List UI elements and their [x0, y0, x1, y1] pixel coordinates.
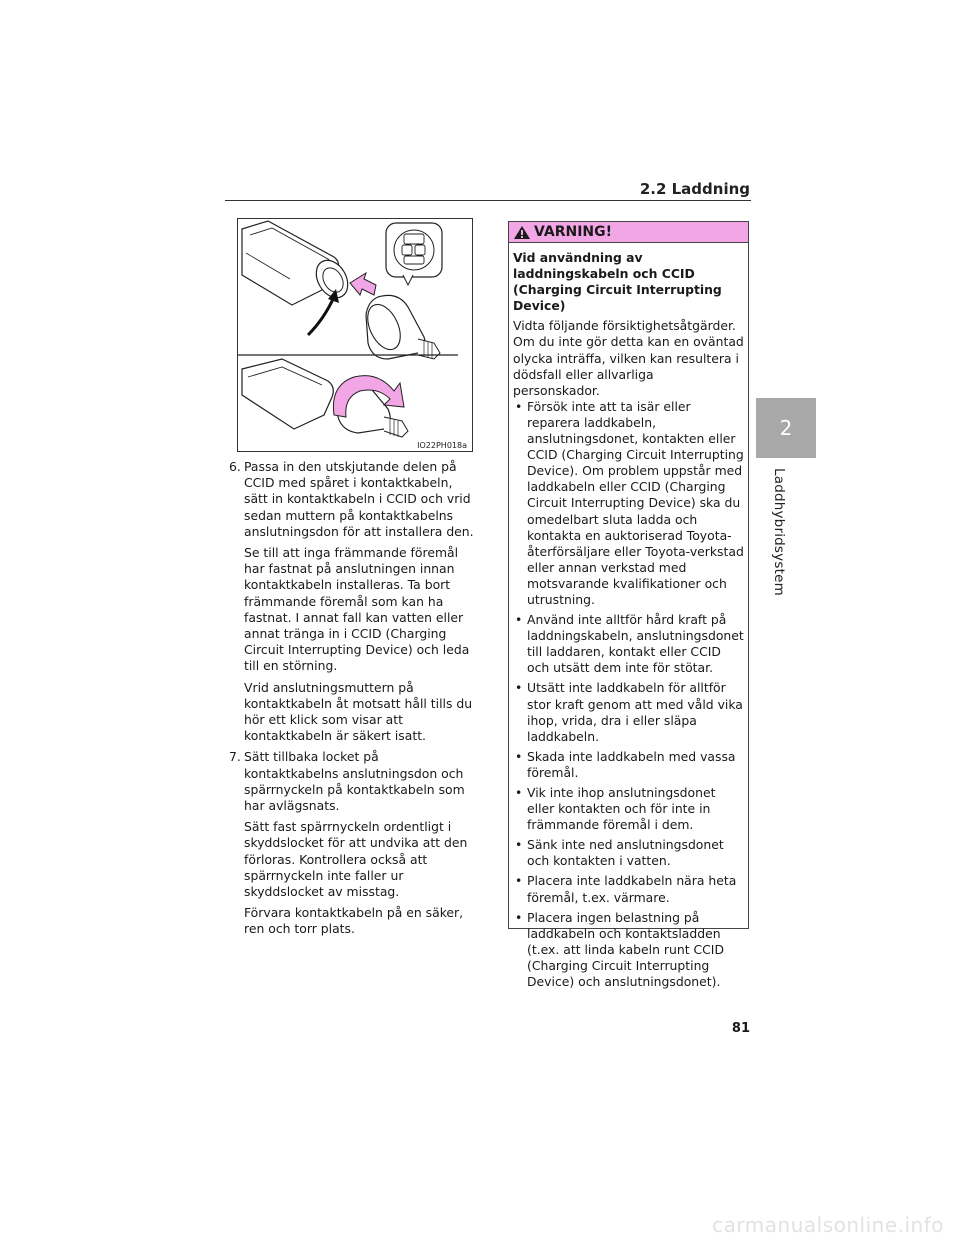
chapter-label: Laddhybridsystem — [771, 468, 787, 596]
step-6 — [229, 459, 474, 744]
list-item: • Vik inte ihop anslutningsdonet eller kontakten och för inte in främmande föremål i dem. — [513, 785, 744, 833]
list-item: • Utsätt inte laddkabeln för alltför stor kraft genom att med våld vika ihop, vrida, dra i eller släpa laddkabeln. — [513, 680, 744, 744]
list-item: • Sänk inte ned anslutningsdonet och kontakten i vatten. — [513, 837, 744, 869]
chapter-tab: 2 — [756, 398, 816, 458]
watermark: carmanualsonline.info — [712, 1213, 944, 1237]
connector-drawing — [238, 219, 472, 451]
warning-body — [509, 243, 748, 990]
connector-illustration — [237, 218, 473, 452]
section-title: 2.2 Laddning — [639, 180, 750, 198]
step-number: 7. — [229, 749, 241, 765]
warning-intro: Vidta följande försiktighetsåtgärder. Om du inte gör detta kan en oväntad olycka inträffa, vilken kan resultera i dödsfall eller allvarliga personskador. — [513, 318, 744, 398]
warning-header — [509, 222, 748, 243]
list-item: • Placera inte laddkabeln nära heta föremål, t.ex. värmare. — [513, 873, 744, 905]
warning-label: VARNING! — [534, 224, 613, 240]
warning-box — [508, 221, 749, 990]
step-note: Sätt fast spärrnyckeln ordentligt i skyddslocket för att undvika att den förloras. Kontrollera också att spärrnyckeln inte faller ur skyddslocket av misstag. — [244, 819, 468, 900]
step-note: Vrid anslutningsmuttern på kontaktkabeln åt motsatt håll tills du hör ett klick som visar att kontaktkabeln är säkert isatt. — [244, 679, 473, 744]
list-item: • Skada inte laddkabeln med vassa föremål. — [513, 749, 744, 781]
step-text: Sätt tillbaka locket på kontaktkabelns anslutningsdon och spärrnyckeln på kontaktkabeln som har avlägsnats. — [244, 749, 465, 814]
step-text: Passa in den utskjutande delen på CCID med spåret i kontaktkabeln, sätt in kontaktkabeln i CCID och vrid sedan muttern på kontaktkabelns anslutningsdon för att installera den. — [244, 459, 474, 539]
warning-list — [513, 399, 744, 990]
list-item: • Försök inte att ta isär eller reparera laddkabeln, anslutningsdonet, kontakten eller CCID (Charging Circuit Interrupting Device). Om problem uppstår med laddkabeln eller CCID (Charging Circuit Interrupting Device) ska du omedelbart sluta ladda och kontakta en auktoriserad Toyota-återförsäljare eller Toyota-verkstad eller annan verkstad med motsvarande kvalifikationer och utrustning. — [513, 399, 744, 608]
step-note: Se till att inga främmande föremål har fastnat på anslutningen innan kontaktkabeln installeras. Ta bort främmande föremål som kan ha fastnat. I annat fall kan vatten eller annat tränga in i CCID (Charging Circuit Interrupting Device) och leda till en störning. — [244, 545, 470, 674]
page-number: 81 — [731, 1021, 750, 1036]
header-divider — [225, 200, 751, 201]
warning-title: Vid användning av laddningskabeln och CCID (Charging Circuit Interrupting Device) — [513, 250, 722, 314]
step-number: 6. — [229, 459, 241, 474]
list-item: • Använd inte alltför hård kraft på laddningskabeln, anslutningsdonet till laddaren, kontakt eller CCID och utsätt dem inte för stötar. — [513, 612, 744, 676]
step-note: Förvara kontaktkabeln på en säker, ren och torr plats. — [244, 905, 464, 937]
instruction-steps — [229, 459, 474, 943]
step-7 — [229, 749, 474, 937]
warning-triangle-icon — [513, 225, 531, 240]
figure-id: IO22PH018a — [417, 441, 467, 450]
list-item: • Placera ingen belastning på laddkabeln och kontaktsladden (t.ex. att linda kabeln runt CCID (Charging Circuit Interrupting Device) och anslutningsdonet). — [513, 910, 744, 990]
